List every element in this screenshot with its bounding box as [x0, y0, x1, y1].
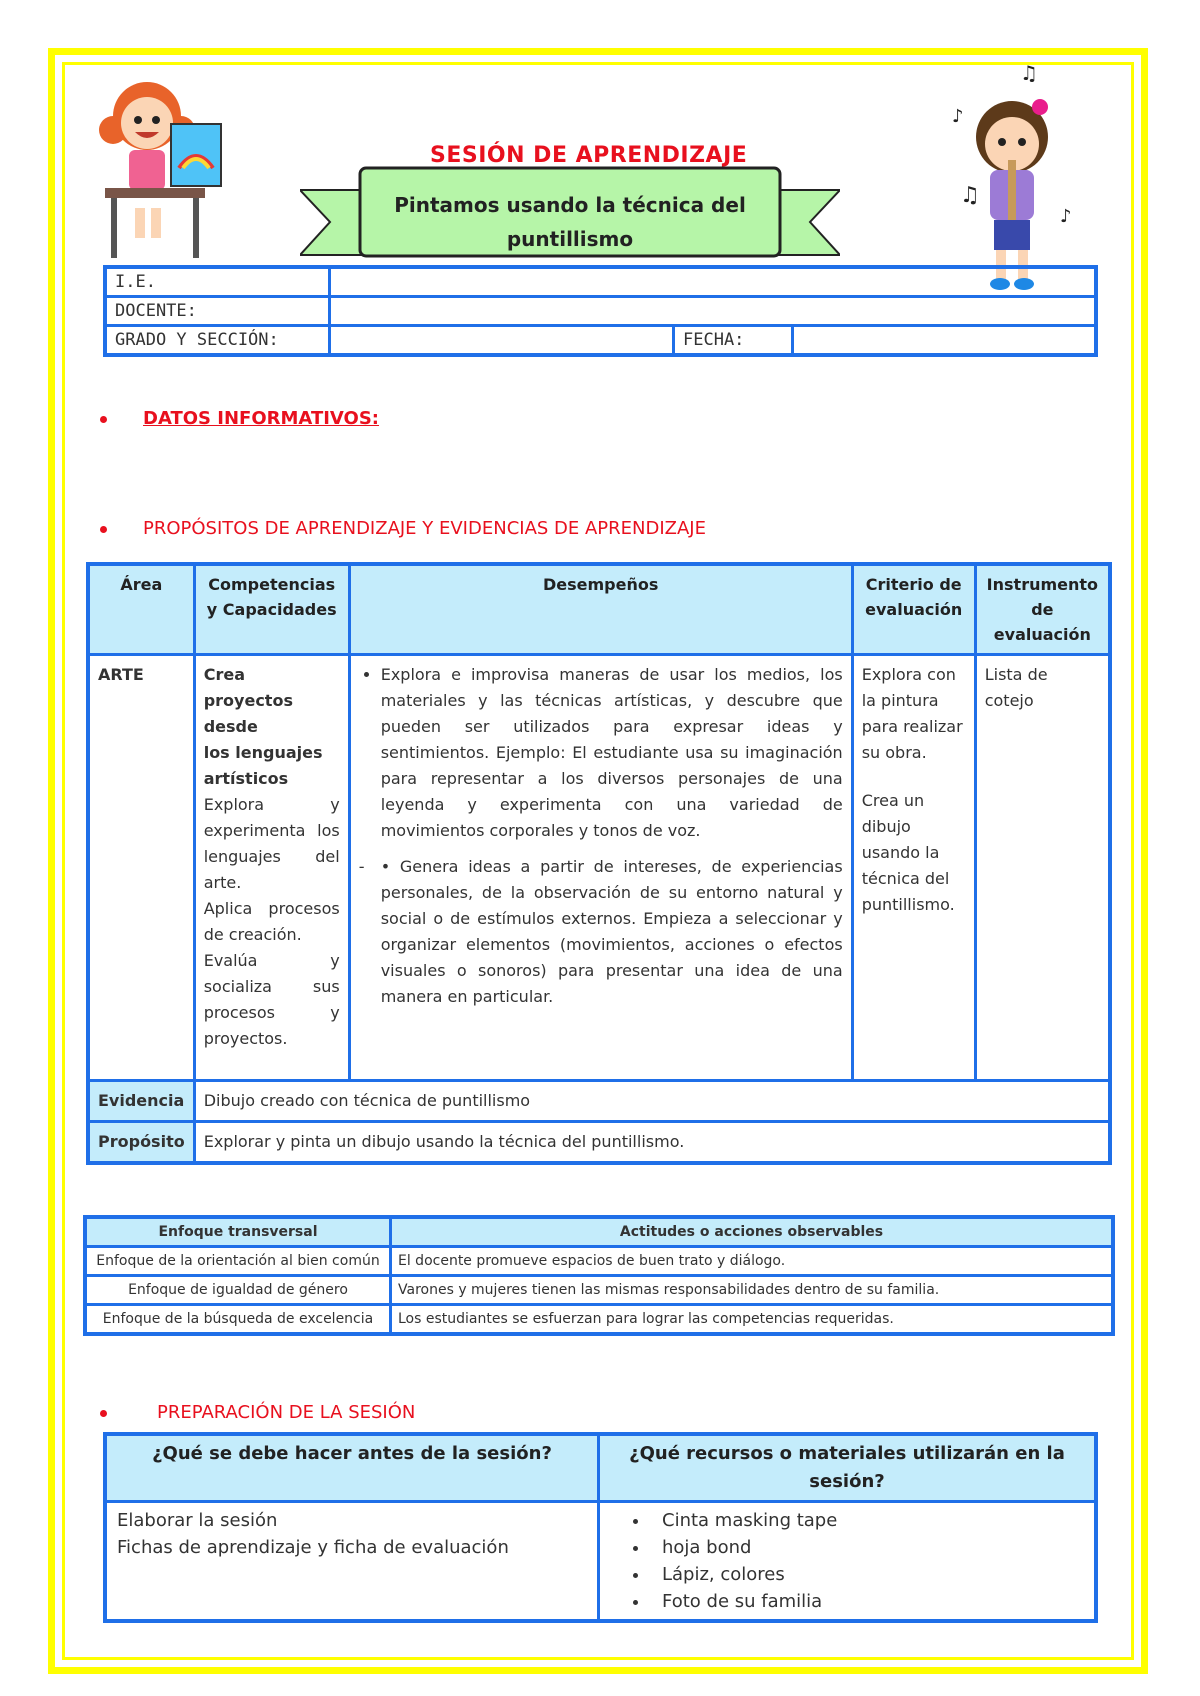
list-item: • Cinta masking tape [650, 1507, 1084, 1534]
enfoque-action: Varones y mujeres tienen las mismas responsabilidades dentro de su familia. [391, 1276, 1114, 1305]
list-item: Elaborar la sesión [117, 1510, 278, 1531]
evidencia-label: Evidencia [88, 1081, 194, 1122]
area-value: ARTE [88, 655, 194, 1081]
header-enfoque: Enfoque transversal [85, 1217, 391, 1247]
session-preparation-table [103, 1432, 1098, 1623]
table-row [85, 1247, 1113, 1276]
header-competencias: Competencias y Capacidades [194, 564, 349, 655]
grado-value [330, 326, 674, 356]
fecha-label: FECHA: [674, 326, 793, 356]
docente-label: DOCENTE: [105, 297, 330, 326]
desempeno-2-row [359, 854, 843, 1010]
section-datos-label: DATOS INFORMATIVOS: [143, 408, 380, 429]
instrumento-value: Lista de cotejo [975, 655, 1110, 1081]
header-antes: ¿Qué se debe hacer antes de la sesión? [105, 1434, 599, 1502]
proposito-label: Propósito [88, 1122, 194, 1164]
ie-value [330, 267, 1097, 297]
session-topic [380, 188, 760, 256]
antes-cell [105, 1502, 599, 1622]
session-title: SESIÓN DE APRENDIZAJE [430, 143, 748, 168]
competencia-line-2: los lenguajes artísticos [203, 743, 323, 788]
desempeno-1: • Explora e improvisa maneras de usar los medios, los materiales y las técnicas artísticas, y descubre que pueden ser utilizados para expresar ideas y sentimientos. Ejemplo: El estudiante usa su imaginación para representar a los diversos personajes de una leyenda y experimenta con una variedad de movimientos corporales y tonos de voz. [381, 662, 843, 844]
bullet-icon [100, 526, 107, 533]
capacidad-1: Explora y experimenta los lenguajes del arte. [203, 795, 340, 892]
grado-label: GRADO Y SECCIÓN: [105, 326, 330, 356]
capacidad-3: Evalúa y socializa sus procesos y proyectos. [203, 951, 340, 1048]
enfoque-action: El docente promueve espacios de buen trato y diálogo. [391, 1247, 1114, 1276]
evidencia-value: Dibujo creado con técnica de puntillismo [194, 1081, 1110, 1122]
list-item: • Lápiz, colores [650, 1561, 1084, 1588]
enfoque-name: Enfoque de igualdad de género [85, 1276, 391, 1305]
header-criterio: Criterio de evaluación [852, 564, 975, 655]
bullet-icon [100, 1410, 107, 1417]
ie-label: I.E. [105, 267, 330, 297]
header-actitudes: Actitudes o acciones observables [391, 1217, 1114, 1247]
enfoque-name: Enfoque de la búsqueda de excelencia [85, 1305, 391, 1335]
girl-painter-illustration [95, 68, 235, 268]
competencia-line-1: Crea proyectos desde [203, 665, 293, 736]
header-area: Área [88, 564, 194, 655]
list-item: • Foto de su familia [650, 1588, 1084, 1615]
header-desempenos: Desempeños [349, 564, 852, 655]
desempenos-cell [349, 655, 852, 1081]
bullet-icon [100, 416, 107, 423]
section-propositos-label: PROPÓSITOS DE APRENDIZAJE Y EVIDENCIAS DE APRENDIZAJE [143, 518, 706, 539]
section-preparacion-label: PREPARACIÓN DE LA SESIÓN [157, 1402, 416, 1423]
section-preparacion [100, 1402, 415, 1423]
competencias-cell [194, 655, 349, 1081]
cross-cutting-approaches-table [83, 1215, 1115, 1336]
svg-text:♪: ♪ [1060, 206, 1072, 227]
general-info-table [103, 265, 1098, 357]
desempeno-2-marker: - [358, 857, 365, 876]
learning-purposes-table [86, 562, 1112, 1165]
list-item: • hoja bond [650, 1534, 1084, 1561]
proposito-value: Explorar y pinta un dibujo usando la técnica del puntillismo. [194, 1122, 1110, 1164]
svg-text:♪: ♪ [952, 106, 964, 127]
criterio-cell [852, 655, 975, 1081]
session-topic-line-1: Pintamos usando la técnica del [394, 193, 746, 217]
fecha-value [793, 326, 1097, 356]
table-row [85, 1276, 1113, 1305]
svg-text:♫: ♫ [960, 183, 980, 208]
section-propositos [100, 518, 706, 539]
session-topic-line-2: puntillismo [506, 227, 634, 251]
criterio-2: Crea un dibujo usando la técnica del puntillismo. [861, 791, 955, 914]
materiales-cell [599, 1502, 1097, 1622]
enfoque-action: Los estudiantes se esfuerzan para lograr las competencias requeridas. [391, 1305, 1114, 1335]
header-materiales: ¿Qué recursos o materiales utilizarán en la sesión? [599, 1434, 1097, 1502]
list-item: Fichas de aprendizaje y ficha de evaluación [117, 1537, 509, 1558]
section-datos-informativos [100, 408, 379, 429]
desempeno-2: • Genera ideas a partir de intereses, de experiencias personales, de la observación de su entorno natural y social o de estímulos externos. Empieza a seleccionar y organizar elementos (movimientos, acciones o efectos visuales o sonoros) para presentar una idea de una manera en particular. [380, 857, 843, 1006]
enfoque-name: Enfoque de la orientación al bien común [85, 1247, 391, 1276]
table-row [85, 1305, 1113, 1335]
capacidad-2: Aplica procesos de creación. [203, 899, 340, 944]
svg-text:♫: ♫ [1020, 62, 1038, 85]
criterio-1: Explora con la pintura para realizar su obra. [861, 665, 963, 762]
docente-value [330, 297, 1097, 326]
header-instrumento: Instrumento de evaluación [975, 564, 1110, 655]
